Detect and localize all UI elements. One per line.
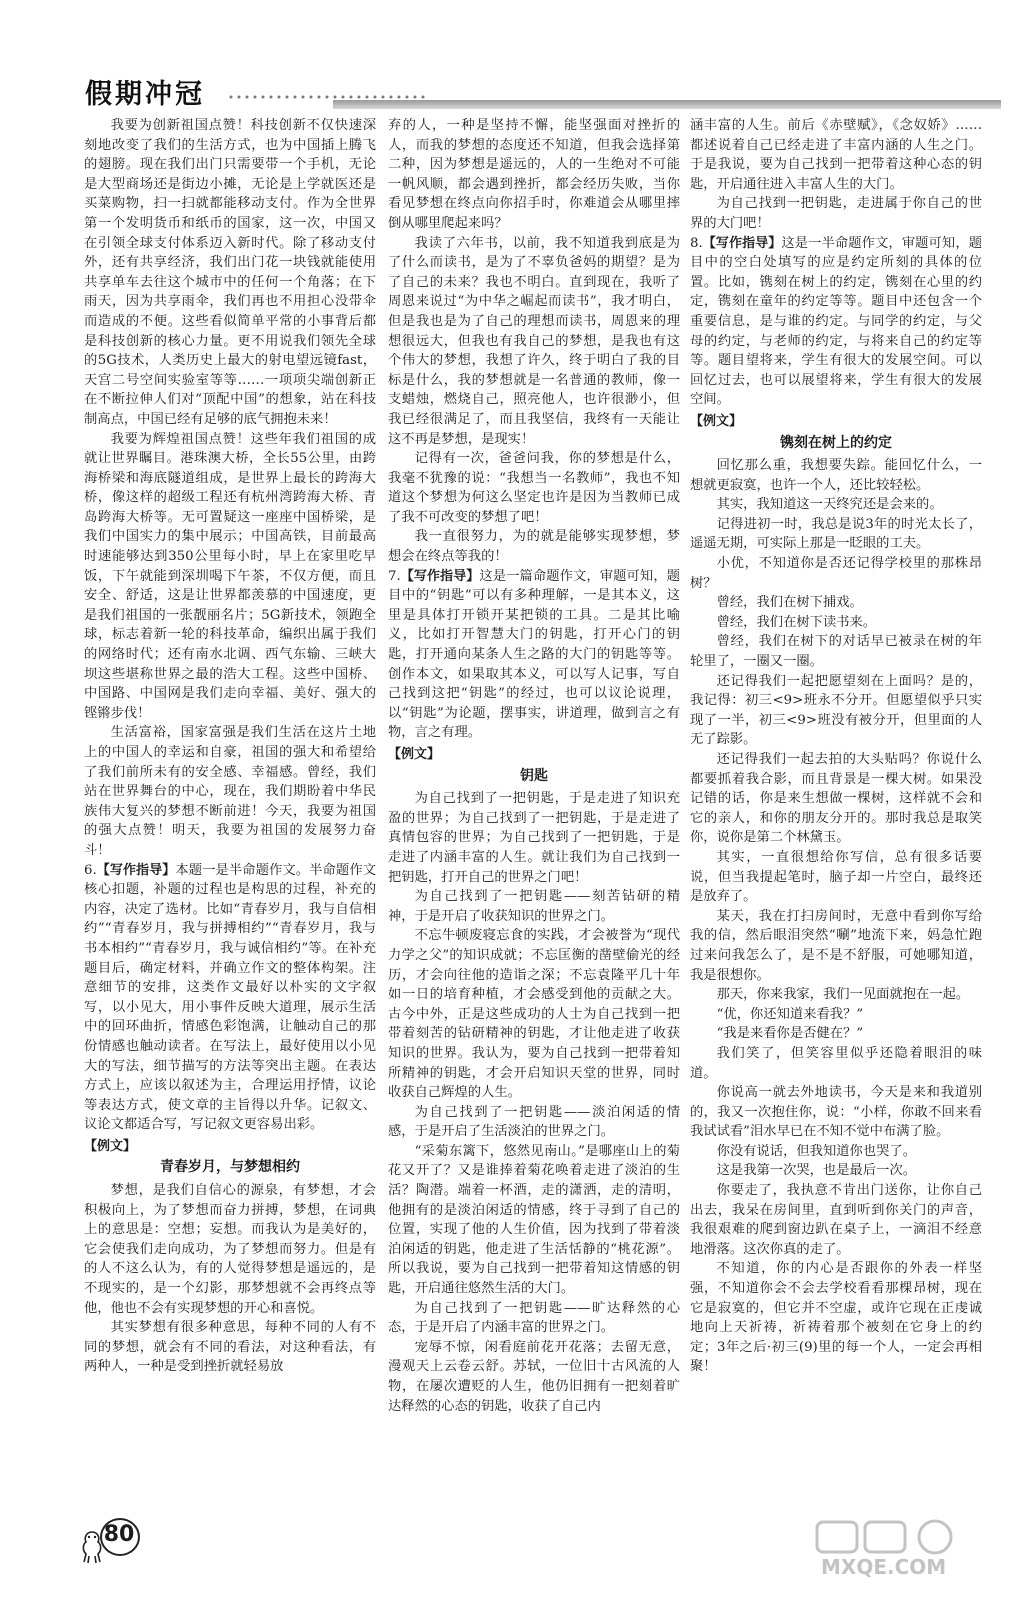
paragraph: 为自己找到一把钥匙，走进属于你自己的世界的大门吧！ [690,196,982,231]
paragraph: 不忘牛顿废寝忘食的实践，才会被誉为“现代力学之父”的知识成就；不忘匡衡的凿壁偷光的经历，才会向往他的造诣之深；不忘袁隆平几十年如一日的培育种植，才会感受到他的贡献之大。古今中外，正是这些成功的人士为自己找到一把带着刻苦的钻研精神的钥匙，才让他走进了收获知识的世界。我认为，要为自己找到一把带着知所精神的钥匙，才会开启知识天堂的世界，同时收获自己辉煌的人生。 [388,928,680,1101]
paragraph: 其实梦想有很多种意思，每种不同的人有不同的梦想，就会有不同的看法，对这种看法，有两种人，一种是受到挫折就轻易放 [84,1320,376,1375]
paragraph: 梦想，是我们自信心的源泉，有梦想，才会积极向上，为了梦想而奋力拼搏，梦想，在词典上的意思是：空想；妄想。而我认为是美好的，它会使我们走向成功，为了梦想而努力。但是有的人不这么认为，有的人觉得梦想是遥远的，是不现实的，是一个幻影，那梦想就不会再终点等他，他也不会有实现梦想的开心和喜悦。 [84,1183,376,1316]
paragraph: 那天，你来我家，我们一见面就抱在一起。 [716,987,970,1003]
paragraph: 小优，不知道你是否还记得学校里的那株昂树？ [690,556,982,591]
paragraph: 我要为辉煌祖国点赞！这些年我们祖国的成就让世界瞩目。港珠澳大桥，全长55公里，由跨海桥梁和海底隧道组成，是世界上最长的跨海大桥，像这样的超级工程还有杭州湾跨海大桥、青岛跨海大桥等。无可置疑这一座座中国桥梁，是我们中国实力的集中展示；中国高铁，目前最高时速能够达到350公里每小时，早上在家里吃早饭，下午就能到深圳喝下午茶，不仅方便，而且安全、舒适，这是让世界都羡慕的中国速度，更是我们祖国的一张靓丽名片；5G新技术，领跑全球，标志着新一轮的科技革命，编织出属于我们的网络时代；还有南水北调、西气东输、三峡大坝这些堪称世界之最的浩大工程。这些中国桥、中国路、中国网是我们走向幸福、美好、强大的铿锵步伐！ [84,431,376,721]
essay-title: 青春岁月，与梦想相约 [160,1159,300,1176]
paragraph: 为自己找到了一把钥匙——淡泊闲适的情感，于是开启了生活淡泊的世界之门。 [388,1104,680,1140]
page-number-badge [96,1516,136,1556]
example-heading: 【例文】 [84,1138,137,1154]
paragraph: 为自己找到了一把钥匙——旷达释然的心态，于是开启了内涵丰富的世界之门。 [388,1300,680,1336]
paragraph: 还记得我们一起去拍的大头贴吗？你说什么都要抓着我合影，而且背景是一棵大树。如果没记错的话，你是来生想做一棵树，这样就不会和它的亲人，和你的朋友分开的。那时我总是取笑你，说你是第二个林黛玉。 [690,752,982,846]
column-2 [388,116,680,1496]
paragraph: “采菊东篱下，悠然见南山。”是哪座山上的菊花又开了？又是谁捧着菊花唤着走进了淡泊的生活？陶潜。端着一杯酒，走的潇洒，走的清明，他拥有的是淡泊闲适的情感，终于寻到了自己的位置，实现了他的人生价值，因为找到了带着淡泊闲适的钥匙，他走进了生活恬静的“桃花源”。所以我说，要为自己找到一把带着知这情感的钥匙，开启通往悠然生活的大门。 [388,1143,680,1297]
paragraph: 曾经，我们在树下捕戏。 [716,595,863,611]
paragraph: 你没有说话，但我知道你也哭了。 [716,1143,917,1159]
paragraph: 我一直很努力，为的就是能够实现梦想，梦想会在终点等我的！ [388,529,680,565]
watermark-logo [813,1518,1003,1578]
writing-guide-tag: 【写作指导】 [702,235,782,251]
essay-title: 镌刻在树上的约定 [780,434,892,451]
header-title: 假期冲冠 [85,79,205,110]
paragraph: “优，你还知道来看我？” [716,1006,864,1022]
example-heading: 【例文】 [690,413,743,429]
page-number: 80 [103,1522,135,1547]
example-heading: 【例文】 [388,747,441,762]
paragraph: 我要为创新祖国点赞！科技创新不仅快速深刻地改变了我们的生活方式，也为中国插上腾飞的翅膀。现在我们出门只需要带一个手机，无论是大型商场还是街边小摊，无论是上学就医还是买菜购物，扫一扫就都能移动支付。作为全世界第一个发明货币和纸币的国家，这一次，中国又在引领全球支付体系迈入新时代。除了移动支付外，还有共享经济，我们出门花一块钱就能使用共享单车去往这个城市中的任何一个角落；在下雨天，因为共享雨伞，我们再也不用担心没带伞而造成的不便。这些看似简单平常的小事背后都是科技创新的核心力量。更不用说我们领先全球的5G技术，人类历史上最大的射电望远镜fast，天宫二号空间实验室等等……一项项尖端创新正在不断拉伸人们对“顶配中国”的想象，站在科技制高点，中国已经有足够的底气拥抱未来！ [84,118,376,427]
essay-title: 钥匙 [520,767,548,784]
paragraph: 其实，我知道这一天终究还是会来的。 [716,497,943,513]
paragraph: 记得进初一时，我总是说3年的时光太长了，遥遥无期，可实际上那是一眨眼的工夫。 [690,516,982,552]
paragraph: 为自己找到了一把钥匙——刻苦钻研的精神，于是开启了收获知识的世界之门。 [388,889,680,924]
writing-guide-text: 这是一半命题作文，审题可知，题目中的空白处填写的应是约定所刻的具体的位置。比如，镌刻在树上的约定，镌刻在心里的约定，镌刻在童年的约定等等。题目中还包含一个重要信息，是与谁的约定。与同学的约定，与父母的约定，与老师的约定，与将来自己的约定等等。题目望将来，学生有很大的发展空间。可以回忆过去，也可以展望将来，学生有很大的发展空间。 [690,235,982,408]
paragraph: 曾经，我们在树下的对话早已被录在树的年轮里了，一圈又一圈。 [690,634,982,670]
item-number: 8. [690,235,703,251]
paragraph: 我读了六年书，以前，我不知道我到底是为了什么而读书，是为了不辜负爸妈的期望？是为了自己的未来？我也不明白。直到现在，我听了周恩来说过“为中华之崛起而读书”，我才明白，但是我也是为了自己的理想而读书，周恩来的理想很远大，但我也有我自己的梦想，是我也有这个伟大的梦想，我想了许久，终于明白了我的目标是什么，我的梦想就是一名普通的教师，像一支蜡烛，燃烧自己，照亮他人，也许很渺小，但我已经很满足了，而且我坚信，我终有一天能让这不再是梦想，是现实！ [388,235,680,447]
paragraph: 这是我第一次哭，也是最后一次。 [716,1163,917,1179]
writing-guide-tag: 【写作指导】 [96,862,176,878]
writing-guide-text: 本题一是半命题作文。半命题作文核心扣题，补题的过程也是构思的过程，补充的内容，决定了选材。比如“青春岁月，我与自信相约”“青春岁月，我与拼搏相约”“青春岁月，我与书本相约”“青春岁月，我与诚信相约”等。在补充题目后，确定材料，并确立作文的整体构架。注意细节的安排，这类作文最好以朴实的文字叙写，以小见大，用小事件反映大道理，展示生活中的回环曲折，情感色彩饱满，让触动自己的那份情感也触动读者。在写法上，最好使用以小见大的写法，细节描写的方法等突出主题。在表达方式上，应该以叙述为主，合理运用抒情，议论等表达方式，使文章的主旨得以升华。记叙文、议论文都适合写，写记叙文更容易出彩。 [84,862,376,1133]
paragraph: 曾经，我们在树下读书来。 [716,614,877,630]
item-7 [388,567,680,743]
paragraph: 宠辱不惊，闲看庭前花开花落；去留无意，漫观天上云卷云舒。苏轼，一位旧十古风流的人物，在屡次遭贬的人生，他仍旧拥有一把刻着旷达释然的心态的钥匙，收获了自己内 [388,1339,680,1414]
paragraph: 你要走了，我执意不肯出门送你，让你自己出去，我呆在房间里，直到听到你关门的声音，我很艰难的爬到窗边趴在桌子上，一滴泪不经意地滑落。这次你真的走了。 [690,1183,982,1257]
paragraph: 某天，我在打扫房间时，无意中看到你写给我的信，然后眼泪突然“唰”地流下来，妈急忙跑过来问我怎么了，是不是不舒服，可她哪知道，我是很想你。 [690,908,982,983]
paragraph: 还记得我们一起把愿望刻在上面吗？是的，我记得：初三<9>班永不分开。但愿望似乎只实现了一半，初三<9>班没有被分开，但里面的人无了踪影。 [690,673,982,748]
item-number: 6. [84,862,97,878]
item-6 [84,861,376,1135]
header-rule [333,100,1001,109]
watermark-text: MXQE.COM [821,1555,947,1578]
writing-guide-text: 这是一篇命题作文，审题可知，题目中的“钥匙”可以有多种理解，一是其本义，这里是具体打开锁开某把锁的工具。二是其比喻义，比如打开智慧大门的钥匙，打开心门的钥匙，打开通向某条人生之路的大门的钥匙等等。创作本文，如果取其本义，可以写人记事，写自己找到这把“钥匙”的经过，也可以议论说理，以“钥匙”为论题，摆事实，讲道理，做到言之有物，言之有理。 [388,568,680,741]
page-header [85,72,1001,112]
paragraph: 记得有一次，爸爸问我，你的梦想是什么，我毫不犹豫的说：“我想当一名教师”，我也不知道这个梦想为何这么坚定也许是因为当教师已成了我不可改变的梦想了吧！ [388,451,680,525]
paragraph: 你说高一就去外地读书，今天是来和我道别的，我又一次抱住你，说：“小样，你敢不回来看我试试看”泪水早已在不知不觉中布满了脸。 [690,1085,982,1140]
paragraph: 为自己找到了一把钥匙，于是走进了知识充盈的世界；为自己找到了一把钥匙，于是走进了真情包容的世界；为自己找到了一把钥匙，于是走进了内涵丰富的人生。就让我们为自己找到一把钥匙，打开自己的世界之门吧！ [388,791,680,885]
item-number: 7. [388,568,401,584]
item-8 [690,234,982,410]
column-1 [84,116,376,1516]
paragraph: 不知道，你的内心是否跟你的外表一样坚强，不知道你会不会去学校看看那棵昂树，现在它是寂寞的，但它并不空虚，或许它现在正虔诚地向上天祈祷，祈祷着那个被刻在它身上的约定；3年之后·初三(9)里的每一个人，一定会再相聚！ [690,1261,982,1375]
writing-guide-tag: 【写作指导】 [400,568,480,584]
paragraph: 我们笑了，但笑容里似乎还隐着眼泪的味道。 [690,1045,982,1081]
paragraph: 回忆那么重，我想要失踪。能回忆什么，一想就更寂寞，也许一个人，还比较轻松。 [690,458,982,493]
paragraph: 其实，一直很想给你写信，总有很多话要说，但当我提起笔时，脑子却一片空白，最终还是放弃了。 [690,849,982,905]
paragraph: “我是来看你是否健在？” [716,1026,864,1042]
paragraph: 生活富裕，国家富强是我们生活在这片土地上的中国人的幸运和自豪，祖国的强大和希望给了我们前所未有的安全感、幸福感。曾经，我们站在世界舞台的中心，现在，我们期盼着中华民族伟大复兴的梦想不断前进！今天，我要为祖国的强大点赞！明天，我要为祖国的发展努力奋斗！ [84,725,376,858]
paragraph: 涵丰富的人生。前后《赤壁赋》，《念奴娇》……都述说着自己已经走进了丰富内涵的人生之门。于是我说，要为自己找到一把带着这种心态的钥匙，开启通往进入丰富人生的大门。 [690,118,982,192]
column-3 [690,116,982,1496]
paragraph: 弃的人，一种是坚持不懈，能坚强面对挫折的人，而我的梦想的态度还不知道，但我会选择第二种，因为梦想是遥远的，人的一生绝对不可能一帆风顺，都会遇到挫折，都会经历失败，当你看见梦想在终点向你招手时，你难道会从哪里摔倒从哪里爬起来吗？ [388,118,680,231]
